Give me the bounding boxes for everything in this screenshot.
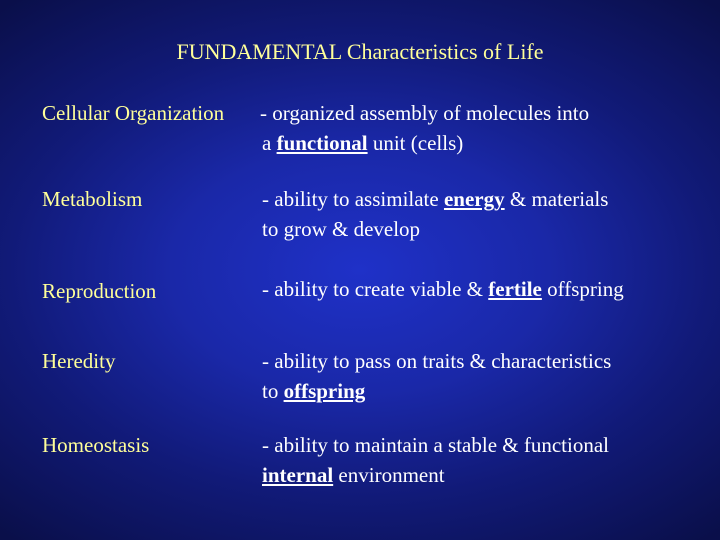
slide-title: FUNDAMENTAL Characteristics of Life <box>176 39 544 64</box>
definition-metabolism <box>262 184 712 244</box>
emphasis-energy: energy <box>443 187 505 211</box>
term-reproduction: Reproduction <box>42 279 157 303</box>
definition-reproduction <box>262 274 712 304</box>
definition-line: to offspring <box>262 379 366 403</box>
definition-line: to grow & develop <box>262 217 421 241</box>
definition-cellular-organization <box>262 98 712 158</box>
definition-line: - ability to pass on traits & characteristics <box>262 349 612 373</box>
emphasis-fertile: fertile <box>488 277 542 301</box>
term-heredity: Heredity <box>42 349 116 373</box>
emphasis-functional: functional <box>276 131 368 155</box>
definition-line: - organized assembly of molecules into <box>260 101 590 125</box>
definition-line: internal environment <box>262 463 445 487</box>
definition-homeostasis <box>262 430 712 490</box>
term-homeostasis: Homeostasis <box>42 433 150 457</box>
term-metabolism: Metabolism <box>42 187 143 211</box>
definition-line: a functional unit (cells) <box>262 131 464 155</box>
emphasis-internal: internal <box>262 463 334 487</box>
definition-heredity <box>262 346 712 406</box>
definition-line: - ability to create viable & fertile offspring <box>262 277 624 301</box>
term-cellular-organization: Cellular Organization <box>42 101 225 125</box>
definition-line: - ability to maintain a stable & functional <box>262 433 609 457</box>
definition-line: - ability to assimilate energy & materials <box>262 187 609 211</box>
emphasis-offspring: offspring <box>283 379 366 403</box>
